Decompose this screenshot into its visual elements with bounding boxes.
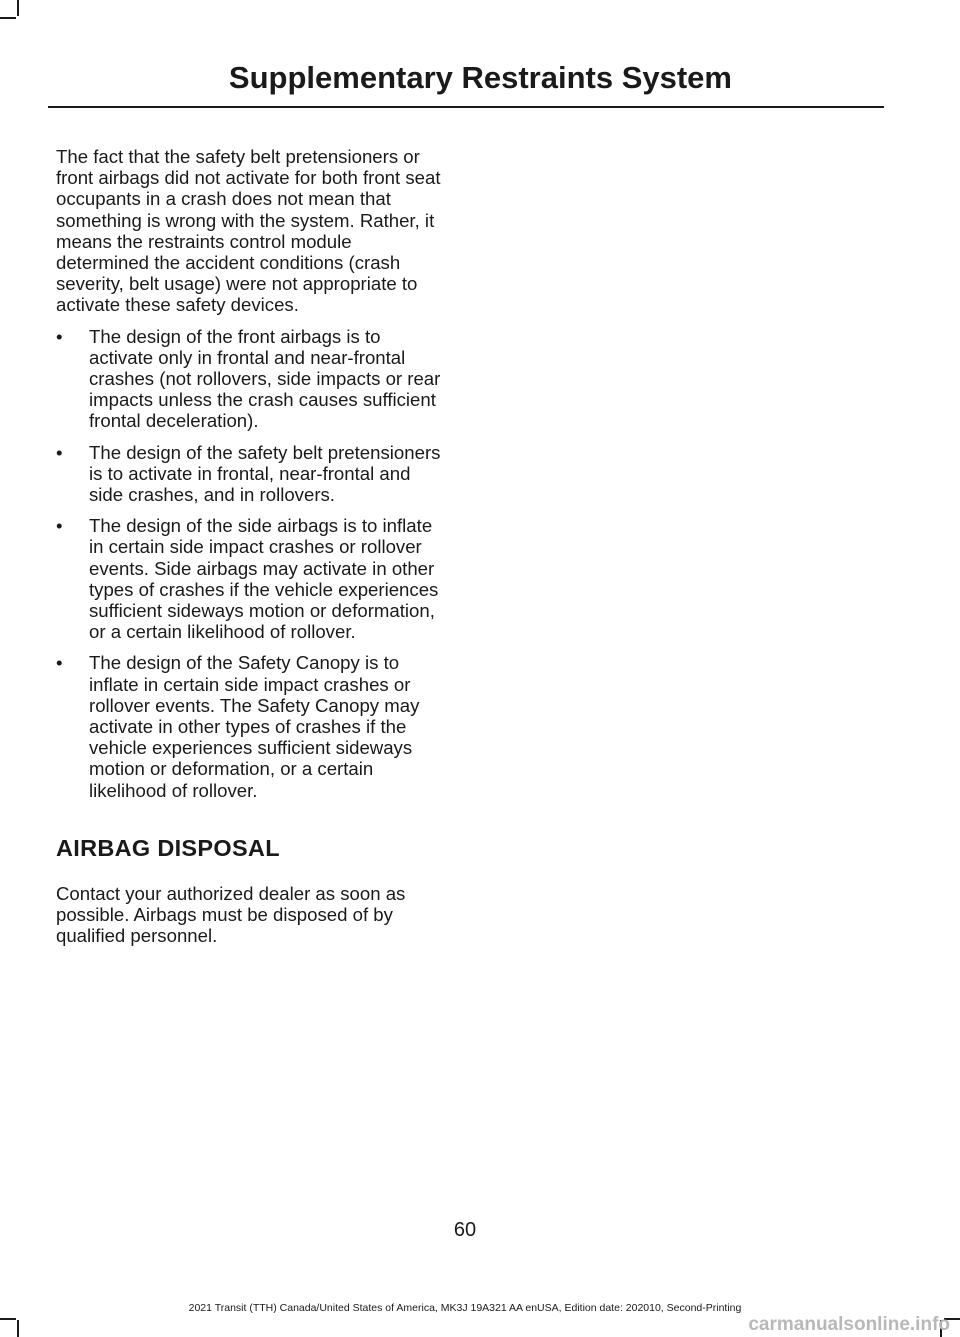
bullet-icon: • [56, 515, 63, 537]
page-title: Supplementary Restraints System [228, 60, 732, 95]
list-item [56, 515, 448, 642]
list-item [56, 652, 448, 800]
watermark-logo: carmanualsonline.info [748, 1314, 950, 1335]
bullet-list [56, 326, 448, 801]
list-item-text: The design of the safety belt pretensioners is to activate in frontal, near-frontal and side crashes, and in rollovers. [89, 441, 441, 506]
bullet-icon: • [56, 325, 63, 347]
section-paragraph: Contact your authorized dealer as soon as possible. Airbags must be disposed of by qualified personnel. [56, 882, 406, 947]
list-item-text: The design of the front airbags is to activate only in frontal and near-frontal crashes (not rollovers, side impacts or rear impacts unless the crash causes sufficient frontal deceleration). [89, 325, 441, 432]
intro-paragraph: The fact that the safety belt pretensioners or front airbags did not activate for both front seat occupants in a crash does not mean that something is wrong with the system. Rather, it means the restraints control module determined the accident conditions (crash severity, belt usage) were not appropriate to activate these safety devices. [56, 146, 441, 316]
list-item [56, 326, 448, 432]
crop-mark-bottom-left [17, 1320, 19, 1337]
list-item [56, 442, 448, 506]
header-rule [48, 106, 884, 108]
bullet-icon: • [56, 652, 63, 674]
crop-mark-top-left [17, 0, 19, 16]
crop-mark-top-left [0, 17, 16, 19]
crop-mark-bottom-left [0, 1318, 16, 1320]
bullet-icon: • [56, 441, 63, 463]
section-heading: AIRBAG DISPOSAL [56, 834, 280, 861]
list-item-text: The design of the Safety Canopy is to inflate in certain side impact crashes or rollover events. The Safety Canopy may activate in other types of crashes if the vehicle experiences sufficient sideways motion or deformation, or a certain likelihood of rollover. [89, 652, 420, 801]
page-header [48, 58, 884, 98]
page-number: 60 [453, 1219, 477, 1241]
footer-edition-text: 2021 Transit (TTH) Canada/United States of America, MK3J 19A321 AA enUSA, Edition date: 202010, Second-Printing [188, 1302, 742, 1314]
main-content [56, 146, 448, 947]
list-item-text: The design of the side airbags is to inflate in certain side impact crashes or rollover events. Side airbags may activate in other types of crashes if the vehicle experiences sufficient sideways motion or deformation, or a certain likelihood of rollover. [89, 515, 439, 643]
